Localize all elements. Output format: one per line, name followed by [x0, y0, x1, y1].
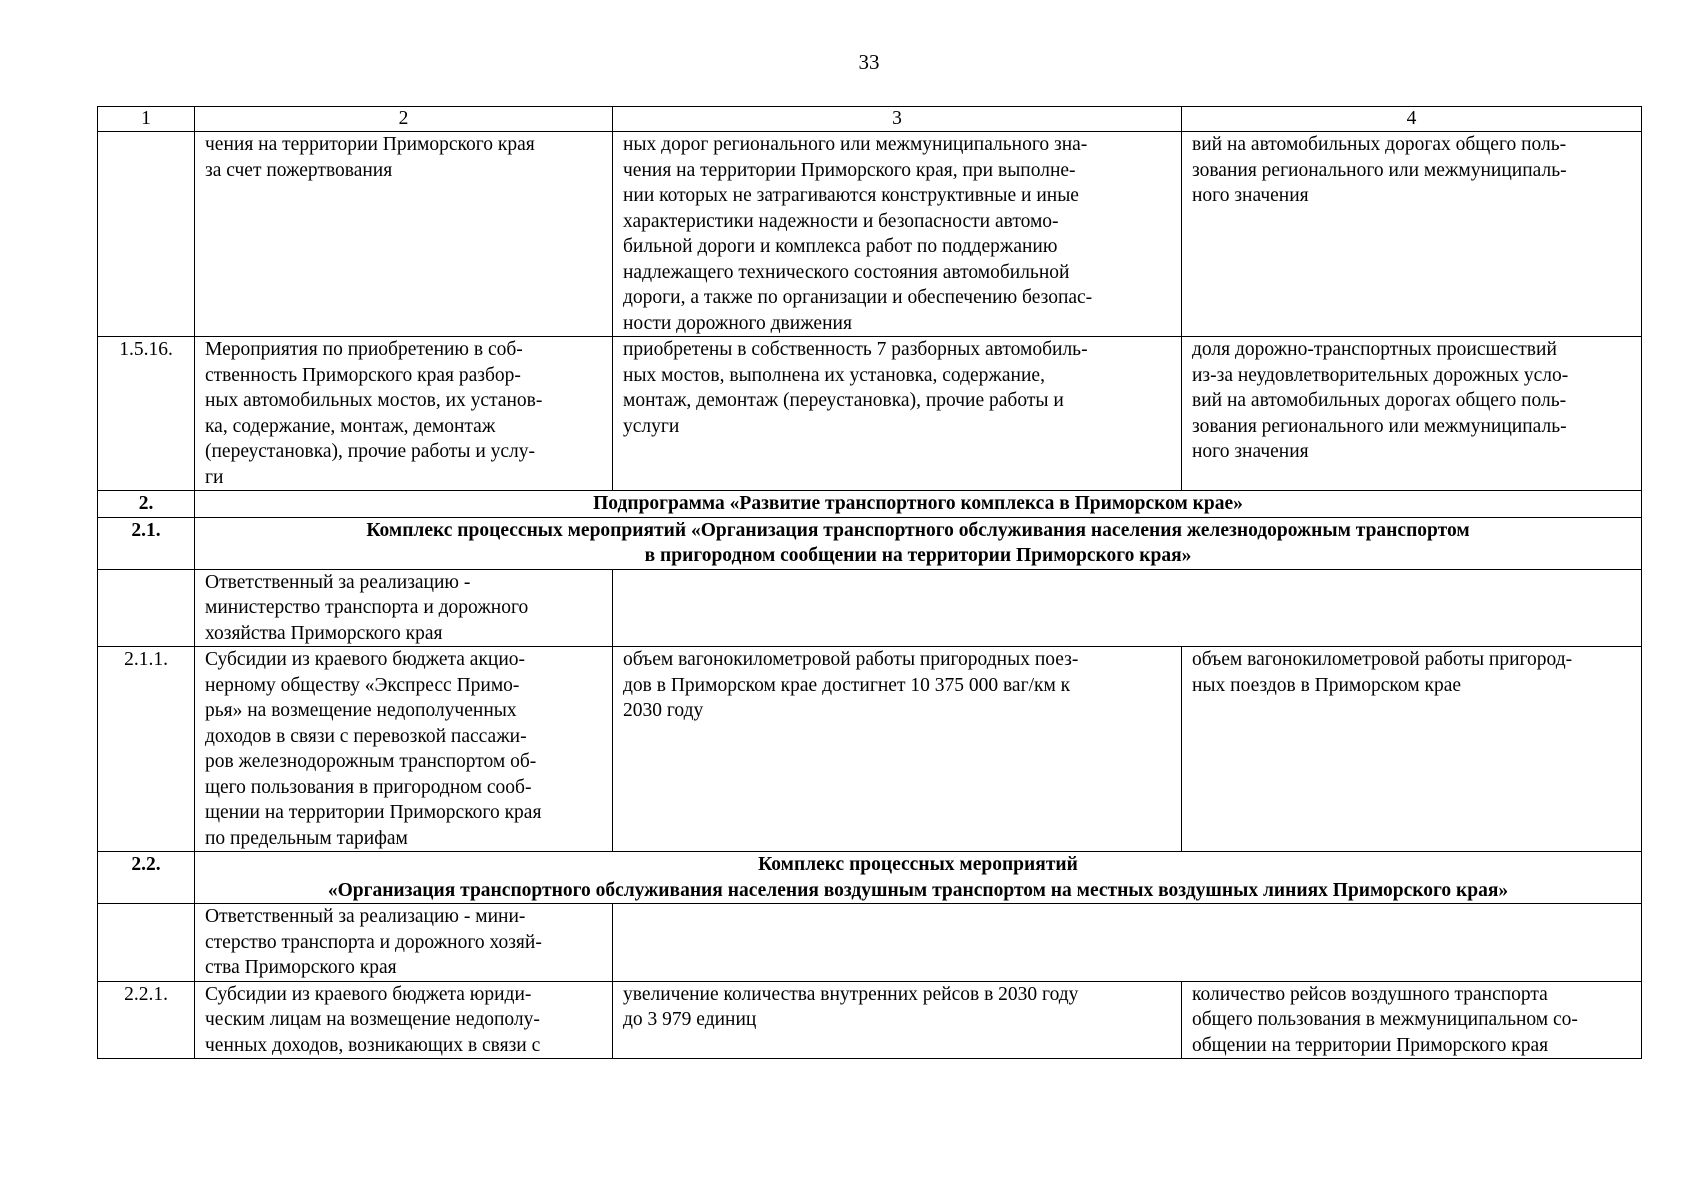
row-number: 2.	[98, 491, 195, 518]
text-line: бильной дороги и комплекса работ по поддержанию	[623, 236, 1058, 257]
text-line: нии которых не затрагиваются конструктивные и иные	[623, 185, 1079, 206]
text-line: Субсидии из краевого бюджета юриди-	[205, 983, 532, 1005]
text-line: до 3 979 единиц	[623, 1009, 757, 1030]
text-line: Субсидии из краевого бюджета акцио-	[205, 649, 526, 670]
result-cell	[613, 132, 1182, 337]
section-row	[98, 491, 1642, 518]
row-number: 2.1.1.	[98, 647, 195, 852]
text-line: чения на территории Приморского края, при выполне-	[623, 159, 1076, 181]
text-line: количество рейсов воздушного транспорта	[1192, 983, 1548, 1005]
result-cell	[613, 647, 1182, 852]
measures-table	[97, 106, 1642, 1059]
section-title	[195, 491, 1642, 518]
text-line: ных автомобильных мостов, их установ-	[205, 390, 543, 411]
row-number: 2.1.	[98, 517, 195, 569]
text-line: ка, содержание, монтаж, демонтаж	[205, 415, 496, 437]
row-number: 2.2.	[98, 852, 195, 904]
text-line: «Организация транспортного обслуживания населения воздушным транспортом на местных воздушных линиях Приморского края»	[327, 879, 1509, 901]
text-line: щении на территории Приморского края	[205, 802, 542, 823]
text-line: вий на автомобильных дорогах общего поль-	[1192, 134, 1567, 155]
text-line: общего пользования в межмуниципальном со-	[1192, 1009, 1578, 1030]
text-line: объем вагонокилометровой работы пригород-	[1192, 649, 1573, 670]
text-line: зования регионального или межмуниципаль-	[1192, 159, 1567, 181]
text-line: объем вагонокилометровой работы пригородных поез-	[623, 649, 1079, 670]
table-row	[98, 132, 1642, 337]
row-number	[98, 132, 195, 337]
section-row	[98, 852, 1642, 904]
text-line: Мероприятия по приобретению в соб-	[205, 339, 523, 360]
row-number: 1.5.16.	[98, 337, 195, 491]
text-line: Подпрограмма «Развитие транспортного комплекса в Приморском крае»	[593, 493, 1243, 514]
result-cell	[613, 981, 1182, 1059]
text-line: по предельным тарифам	[205, 827, 408, 849]
empty-merged-cell	[613, 904, 1642, 982]
table-row	[98, 647, 1642, 852]
column-header-1: 1	[98, 107, 195, 132]
text-line: нерному обществу «Экспресс Примо-	[205, 674, 520, 696]
text-line: хозяйства Приморского края	[205, 622, 443, 644]
responsible-cell	[195, 904, 613, 982]
text-line: услуги	[623, 415, 680, 437]
text-line: рья» на возмещение недополученных	[205, 700, 517, 721]
row-number: 2.2.1.	[98, 981, 195, 1059]
row-number	[98, 569, 195, 647]
indicator-cell	[1182, 981, 1642, 1059]
measure-cell	[195, 981, 613, 1059]
text-line: в пригородном сообщении на территории Приморского края»	[644, 545, 1192, 566]
indicator-cell	[1182, 132, 1642, 337]
text-line: увеличение количества внутренних рейсов в 2030 году	[623, 983, 1079, 1005]
text-line: надлежащего технического состояния автомобильной	[623, 261, 1070, 283]
text-line: ченных доходов, возникающих в связи с	[205, 1034, 541, 1056]
column-header-2: 2	[195, 107, 613, 132]
table-row	[98, 981, 1642, 1059]
text-line: ги	[205, 466, 224, 488]
text-line: ных поездов в Приморском крае	[1192, 674, 1462, 696]
text-line: 2030 году	[623, 700, 704, 721]
text-line: за счет пожертвования	[205, 159, 393, 181]
table-row	[98, 569, 1642, 647]
column-header-4: 4	[1182, 107, 1642, 132]
text-line: ного значения	[1192, 185, 1309, 206]
column-header-3: 3	[613, 107, 1182, 132]
text-line: доля дорожно-транспортных происшествий	[1192, 339, 1557, 360]
text-line: из-за неудовлетворительных дорожных усло-	[1192, 364, 1569, 386]
text-line: Ответственный за реализацию - мини-	[205, 906, 526, 927]
text-line: ства Приморского края	[205, 957, 397, 978]
text-line: общении на территории Приморского края	[1192, 1034, 1549, 1056]
indicator-cell	[1182, 647, 1642, 852]
section-title	[195, 517, 1642, 569]
text-line: приобретены в собственность 7 разборных автомобиль-	[623, 339, 1088, 360]
empty-merged-cell	[613, 569, 1642, 647]
text-line: чения на территории Приморского края	[205, 134, 535, 155]
text-line: ности дорожного движения	[623, 312, 852, 334]
measure-cell	[195, 132, 613, 337]
table-row	[98, 904, 1642, 982]
text-line: ных дорог регионального или межмуниципального зна-	[623, 134, 1088, 155]
row-number	[98, 904, 195, 982]
text-line: ных мостов, выполнена их установка, содержание,	[623, 364, 1045, 386]
measure-cell	[195, 647, 613, 852]
section-row	[98, 517, 1642, 569]
text-line: (переустановка), прочие работы и услу-	[205, 441, 536, 462]
text-line: Комплекс процессных мероприятий	[758, 854, 1078, 875]
text-line: щего пользования в пригородном сооб-	[205, 776, 532, 798]
table-row	[98, 337, 1642, 491]
text-line: министерство транспорта и дорожного	[205, 597, 529, 618]
page-number: 33	[858, 50, 880, 74]
text-line: характеристики надежности и безопасности автомо-	[623, 210, 1059, 232]
text-line: дов в Приморском крае достигнет 10 375 000 ваг/км к	[623, 674, 1071, 696]
result-cell	[613, 337, 1182, 491]
text-line: ственность Приморского края разбор-	[205, 364, 521, 386]
text-line: Комплекс процессных мероприятий «Организация транспортного обслуживания населения железнодорожным транспортом	[366, 519, 1470, 541]
measure-cell	[195, 337, 613, 491]
text-line: монтаж, демонтаж (переустановка), прочие работы и	[623, 390, 1064, 411]
text-line: ров железнодорожным транспортом об-	[205, 751, 537, 772]
section-title	[195, 852, 1642, 904]
responsible-cell	[195, 569, 613, 647]
text-line: зования регионального или межмуниципаль-	[1192, 415, 1567, 437]
text-line: доходов в связи с перевозкой пассажи-	[205, 725, 527, 747]
text-line: дороги, а также по организации и обеспечению безопас-	[623, 287, 1093, 308]
text-line: вий на автомобильных дорогах общего поль-	[1192, 390, 1567, 411]
indicator-cell	[1182, 337, 1642, 491]
table-header-row	[98, 107, 1642, 132]
text-line: ческим лицам на возмещение недополу-	[205, 1009, 540, 1030]
text-line: стерство транспорта и дорожного хозяй-	[205, 931, 542, 953]
text-line: Ответственный за реализацию -	[205, 571, 471, 593]
text-line: ного значения	[1192, 441, 1309, 462]
